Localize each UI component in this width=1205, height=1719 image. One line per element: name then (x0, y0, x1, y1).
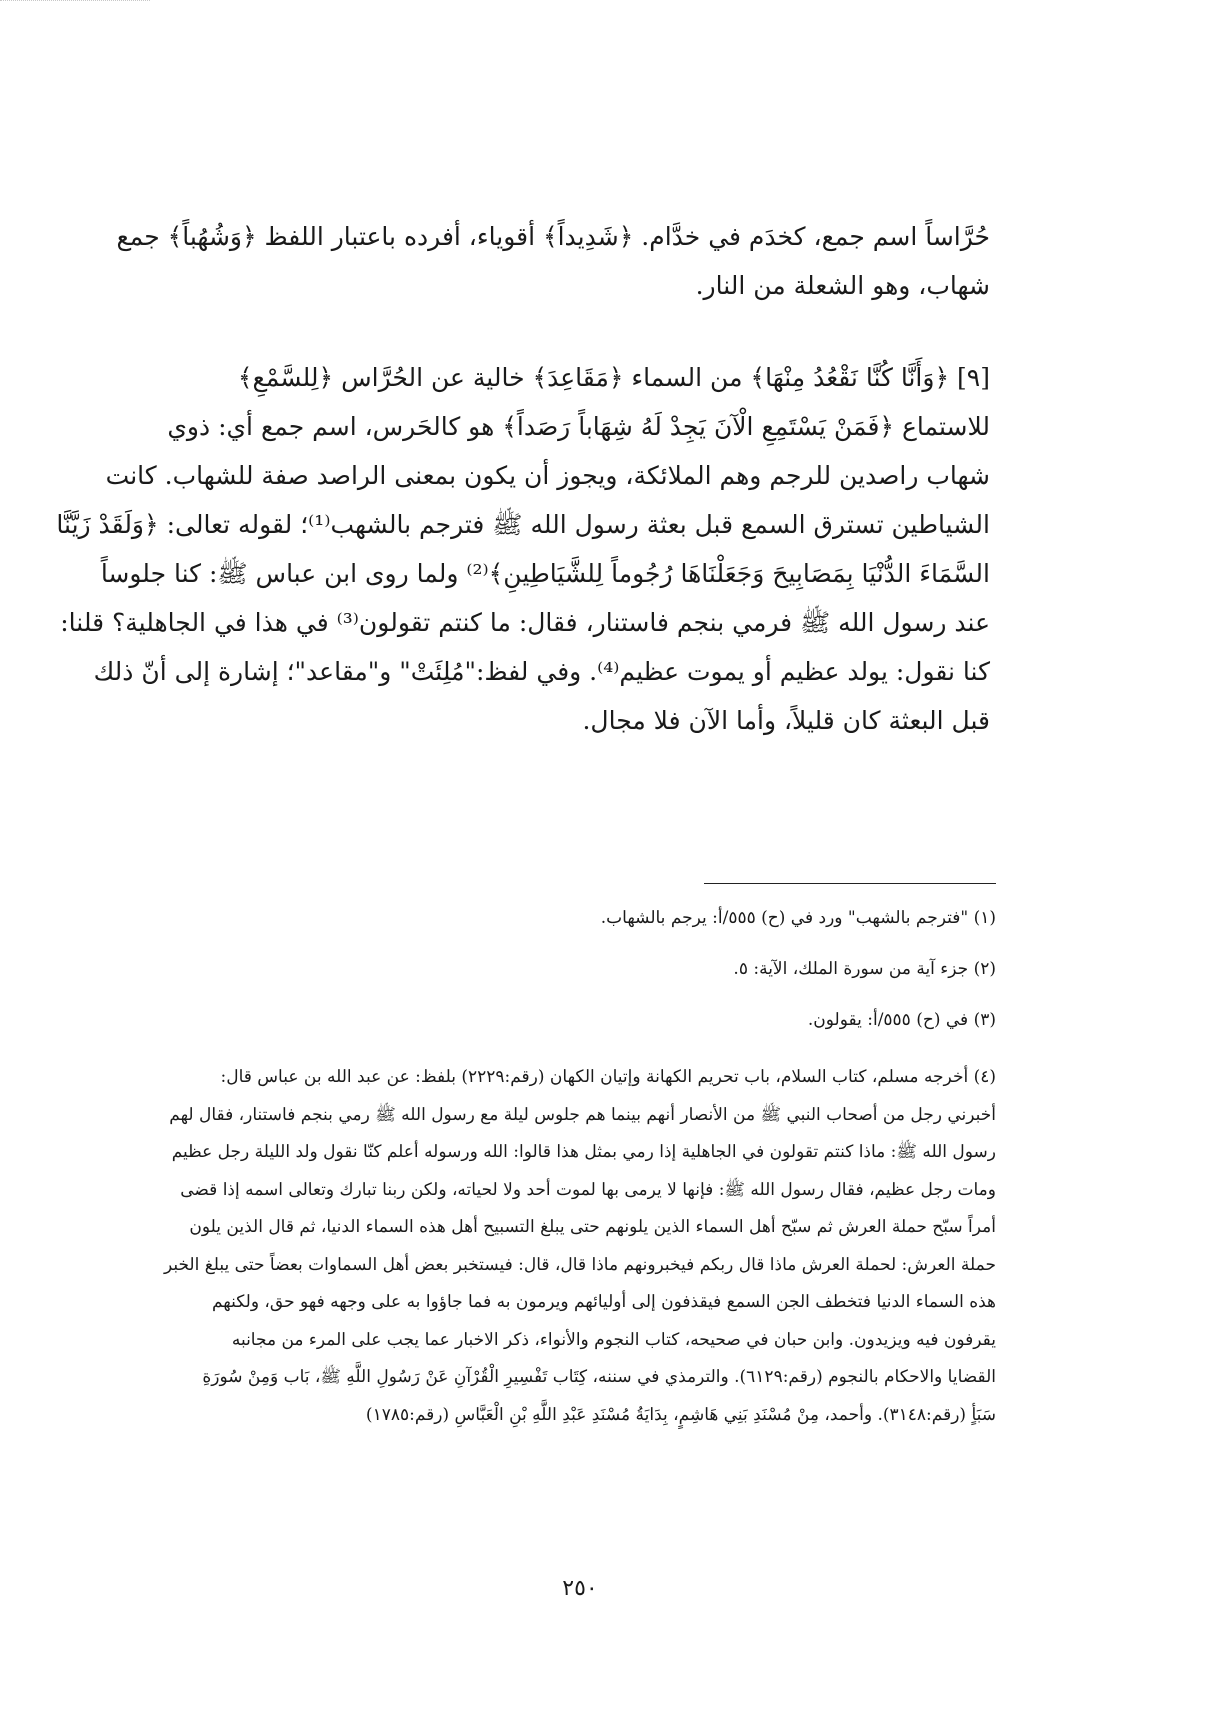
footnote-line: القضايا والاحكام بالنجوم (رقم:٦١٢٩). والترمذي في سننه، كِتَاب تَفْسِيرِ الْقُرْآنِ عَنْ رَسُولِ اللَّهِ ﷺ، بَاب وَمِنْ سُورَةِ (202, 1367, 996, 1387)
footnote-line: سَبَأٍ (رقم:٣١٤٨). وأحمد، مِنْ مُسْنَدِ بَنِي هَاشِمٍ، بِدَايَةُ مُسْنَدِ عَبْدِ اللَّهِ بْنِ الْعَبَّاسِ (رقم:١٧٨٥) (365, 1404, 996, 1425)
footnote-line: حملة العرش: لحملة العرش ماذا قال ربكم فيخبرونهم ماذا قال، قال: فيستخبر بعض أهل السماوات بعضاً حتى يبلغ الخبر (163, 1254, 996, 1275)
text-line: السَّمَاءَ الدُّنْيَا بِمَصَابِيحَ وَجَعَلْنَاهَا رُجُوماً لِلشَّيَاطِينِ﴾⁽²⁾ ولما روى ابن عباس ﷺ: كنا جلوساً (100, 559, 990, 588)
text-line: كنا نقول: يولد عظيم أو يموت عظيم⁽⁴⁾. وفي لفظ:"مُلِئَتْ" و"مقاعد"؛ إشارة إلى أنّ ذلك (93, 657, 990, 686)
footnote-divider (704, 883, 996, 884)
footnote-line: (٤) أخرجه مسلم، كتاب السلام، باب تحريم الكهانة وإتيان الكهان (رقم:٢٢٢٩) بلفظ: عن عبد الله بن عباس قال: (220, 1067, 996, 1087)
scan-corner-mark (0, 0, 150, 4)
footnote-line: رسول الله ﷺ: ماذا كنتم تقولون في الجاهلية إذا رمي بمثل هذا قالوا: الله ورسوله أعلم كنّا نقول ولد الليلة رجل عظيم (171, 1142, 996, 1162)
text-line: للاستماع ﴿فَمَنْ يَسْتَمِعِ الْآنَ يَجِدْ لَهُ شِهَاباً رَصَداً﴾ هو كالحَرس، اسم جمع أي: ذوي (167, 412, 990, 441)
text-line: [٩] ﴿وَأَنَّا كُنَّا نَقْعُدُ مِنْهَا﴾ من السماء ﴿مَقَاعِدَ﴾ خالية عن الحُرَّاس ﴿لِلسَّمْعِ﴾ (237, 363, 990, 392)
text-line: قبل البعثة كان قليلاً، وأما الآن فلا مجال. (582, 706, 990, 735)
footnote-3: (٣) في (ح) ٥٥٥/أ: يقولون. (807, 1010, 996, 1030)
footnote-4 (163, 1059, 996, 1434)
text-line: عند رسول الله ﷺ فرمي بنجم فاستنار، فقال: ما كنتم تقولون⁽³⁾ في هذا في الجاهلية؟ قلنا: (60, 608, 990, 637)
footnote-line: أمراً سبّح حملة العرش ثم سبّح أهل السماء الذين يلونهم حتى يبلغ التسبيح أهل هذه السماء الدنيا، ثم قال الذين يلون (189, 1217, 996, 1237)
text-line: الشياطين تسترق السمع قبل بعثة رسول الله ﷺ فترجم بالشهب⁽¹⁾؛ لقوله تعالى: ﴿وَلَقَدْ زَيَّنَّا (56, 510, 990, 539)
footnote-line: أخبرني رجل من أصحاب النبي ﷺ من الأنصار أنهم بينما هم جلوس ليلة مع رسول الله ﷺ رمي بنجم فاستنار، فقال لهم (169, 1104, 996, 1125)
footnote-line: ومات رجل عظيم، فقال رسول الله ﷺ: فإنها لا يرمى بها لموت أحد ولا لحياته، ولكن ربنا تبارك وتعالى اسمه إذا قضى (180, 1179, 996, 1200)
paragraph-2 (56, 353, 990, 745)
paragraph-1 (116, 212, 990, 310)
footnote-1: (١) "فترجم بالشهب" ورد في (ح) ٥٥٥/أ: يرجم بالشهاب. (600, 908, 996, 928)
footnote-line: هذه السماء الدنيا فتخطف الجن السمع فيقذفون إلى أوليائهم ويرمون به فما جاؤوا به على وجهه فهو حق، ولكنهم (211, 1292, 996, 1312)
footnote-2: (٢) جزء آية من سورة الملك، الآية: ٥. (733, 959, 996, 979)
page-number: ٢٥٠ (562, 1576, 598, 1601)
text-line: شهاب، وهو الشعلة من النار. (695, 271, 990, 300)
text-line: حُرَّاساً اسم جمع، كخدَم في خدَّام. ﴿شَدِيداً﴾ أقوياء، أفرده باعتبار اللفظ ﴿وَشُهُباً﴾ جمع (116, 222, 990, 251)
text-line: شهاب راصدين للرجم وهم الملائكة، ويجوز أن يكون بمعنى الراصد صفة للشهاب. كانت (105, 461, 990, 490)
footnote-line: يقرفون فيه ويزيدون. وابن حبان في صحيحه، كتاب النجوم والأنواء، ذكر الاخبار عما يجب على المرء من مجانبه (231, 1329, 996, 1350)
